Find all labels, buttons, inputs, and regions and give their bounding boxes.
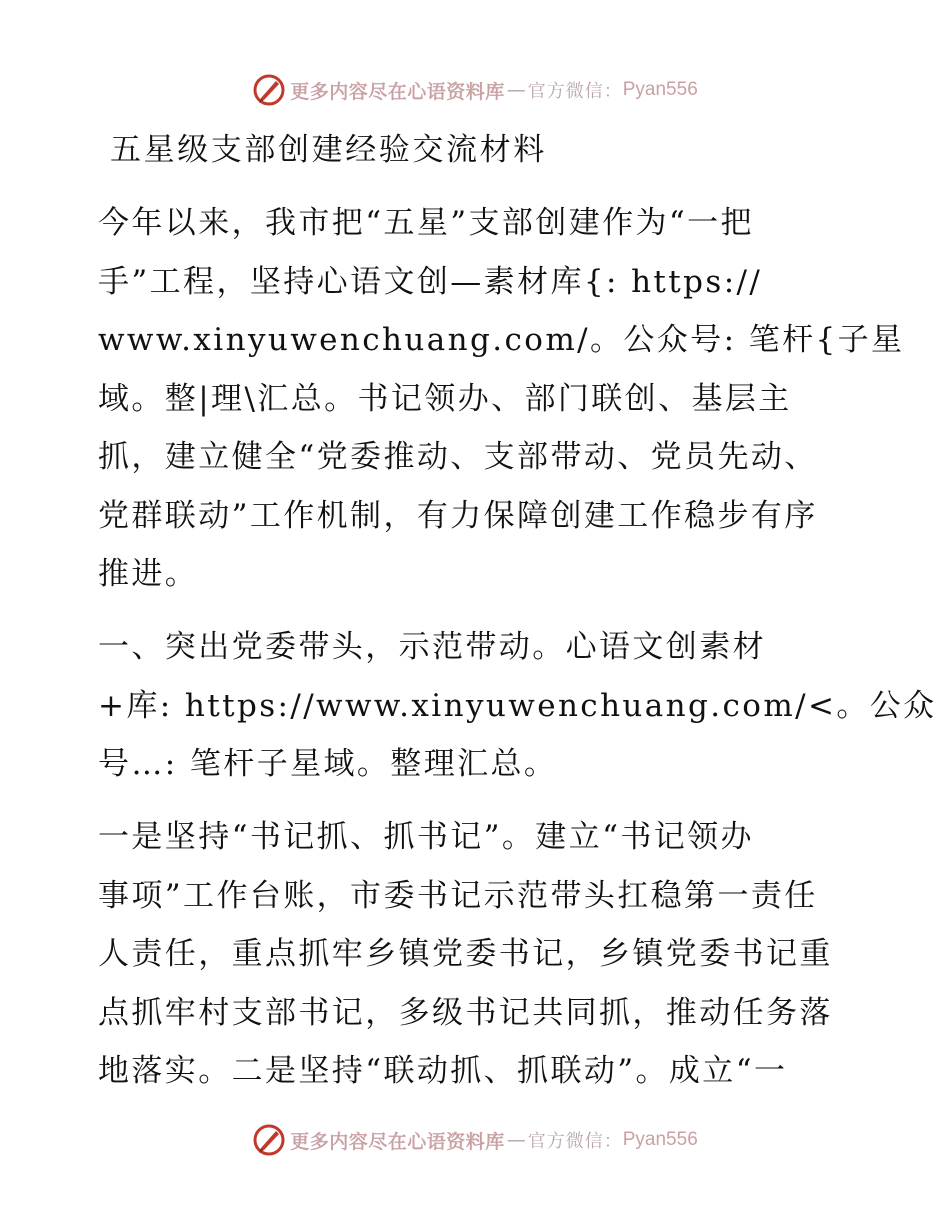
text-line: www.xinyuwenchuang.com/。公众号: 笔杆{子星: [98, 322, 905, 358]
text-line: 人责任，重点抓牢乡镇党委书记，乡镇党委书记重: [98, 936, 833, 972]
banner-wechat-label: 官方微信：: [527, 81, 623, 102]
paragraph-details: [98, 808, 858, 1101]
banner-wechat-id: Pyan556: [622, 79, 698, 100]
text-line: 事项”工作台账，市委书记示范带头扛稳第一责任: [98, 877, 818, 914]
banner-wechat-id: Pyan556: [622, 1129, 698, 1150]
header-banner: [0, 70, 950, 110]
banner-slogan: 更多内容尽在心语资料库: [290, 80, 505, 103]
text-line: 一是坚持“书记抓、抓书记”。建立“书记领办: [98, 819, 754, 855]
pen-logo-icon: [252, 73, 286, 107]
banner-dash: —: [506, 79, 526, 101]
paragraph-section-one: [98, 618, 937, 794]
banner-wechat-label: 官方微信：: [527, 1131, 623, 1152]
text-line: 地落实。二是坚持“联动抓、抓联动”。成立“一: [98, 1053, 788, 1089]
banner-slogan: 更多内容尽在心语资料库: [290, 1130, 505, 1153]
pen-logo-icon: [252, 1123, 286, 1157]
text-line: 点抓牢村支部书记，多级书记共同抓，推动任务落: [98, 994, 833, 1031]
text-line: 推进。: [98, 556, 199, 592]
text-line: 域。整|理\汇总。书记领办、部门联创、基层主: [98, 380, 792, 417]
text-line: 党群联动”工作机制，有力保障创建工作稳步有序: [98, 497, 818, 534]
footer-banner: [0, 1120, 950, 1160]
text-line: 号…: 笔杆子星域。整理汇总。: [98, 746, 558, 782]
text-line: 抓，建立健全“党委推动、支部带动、党员先动、: [98, 439, 818, 475]
banner-dash: —: [506, 1129, 526, 1151]
text-line: 手”工程，坚持心语文创—素材库{: https://: [98, 263, 763, 300]
paragraph-intro: [98, 194, 905, 604]
document-title: 五星级支部创建经验交流材料: [110, 132, 547, 168]
text-line: 今年以来，我市把“五星”支部创建作为“一把: [98, 205, 754, 241]
text-line: +库: https://www.xinyuwenchuang.com/<。公众: [98, 687, 937, 724]
text-line: 一、突出党委带头，示范带动。心语文创素材: [98, 629, 766, 665]
